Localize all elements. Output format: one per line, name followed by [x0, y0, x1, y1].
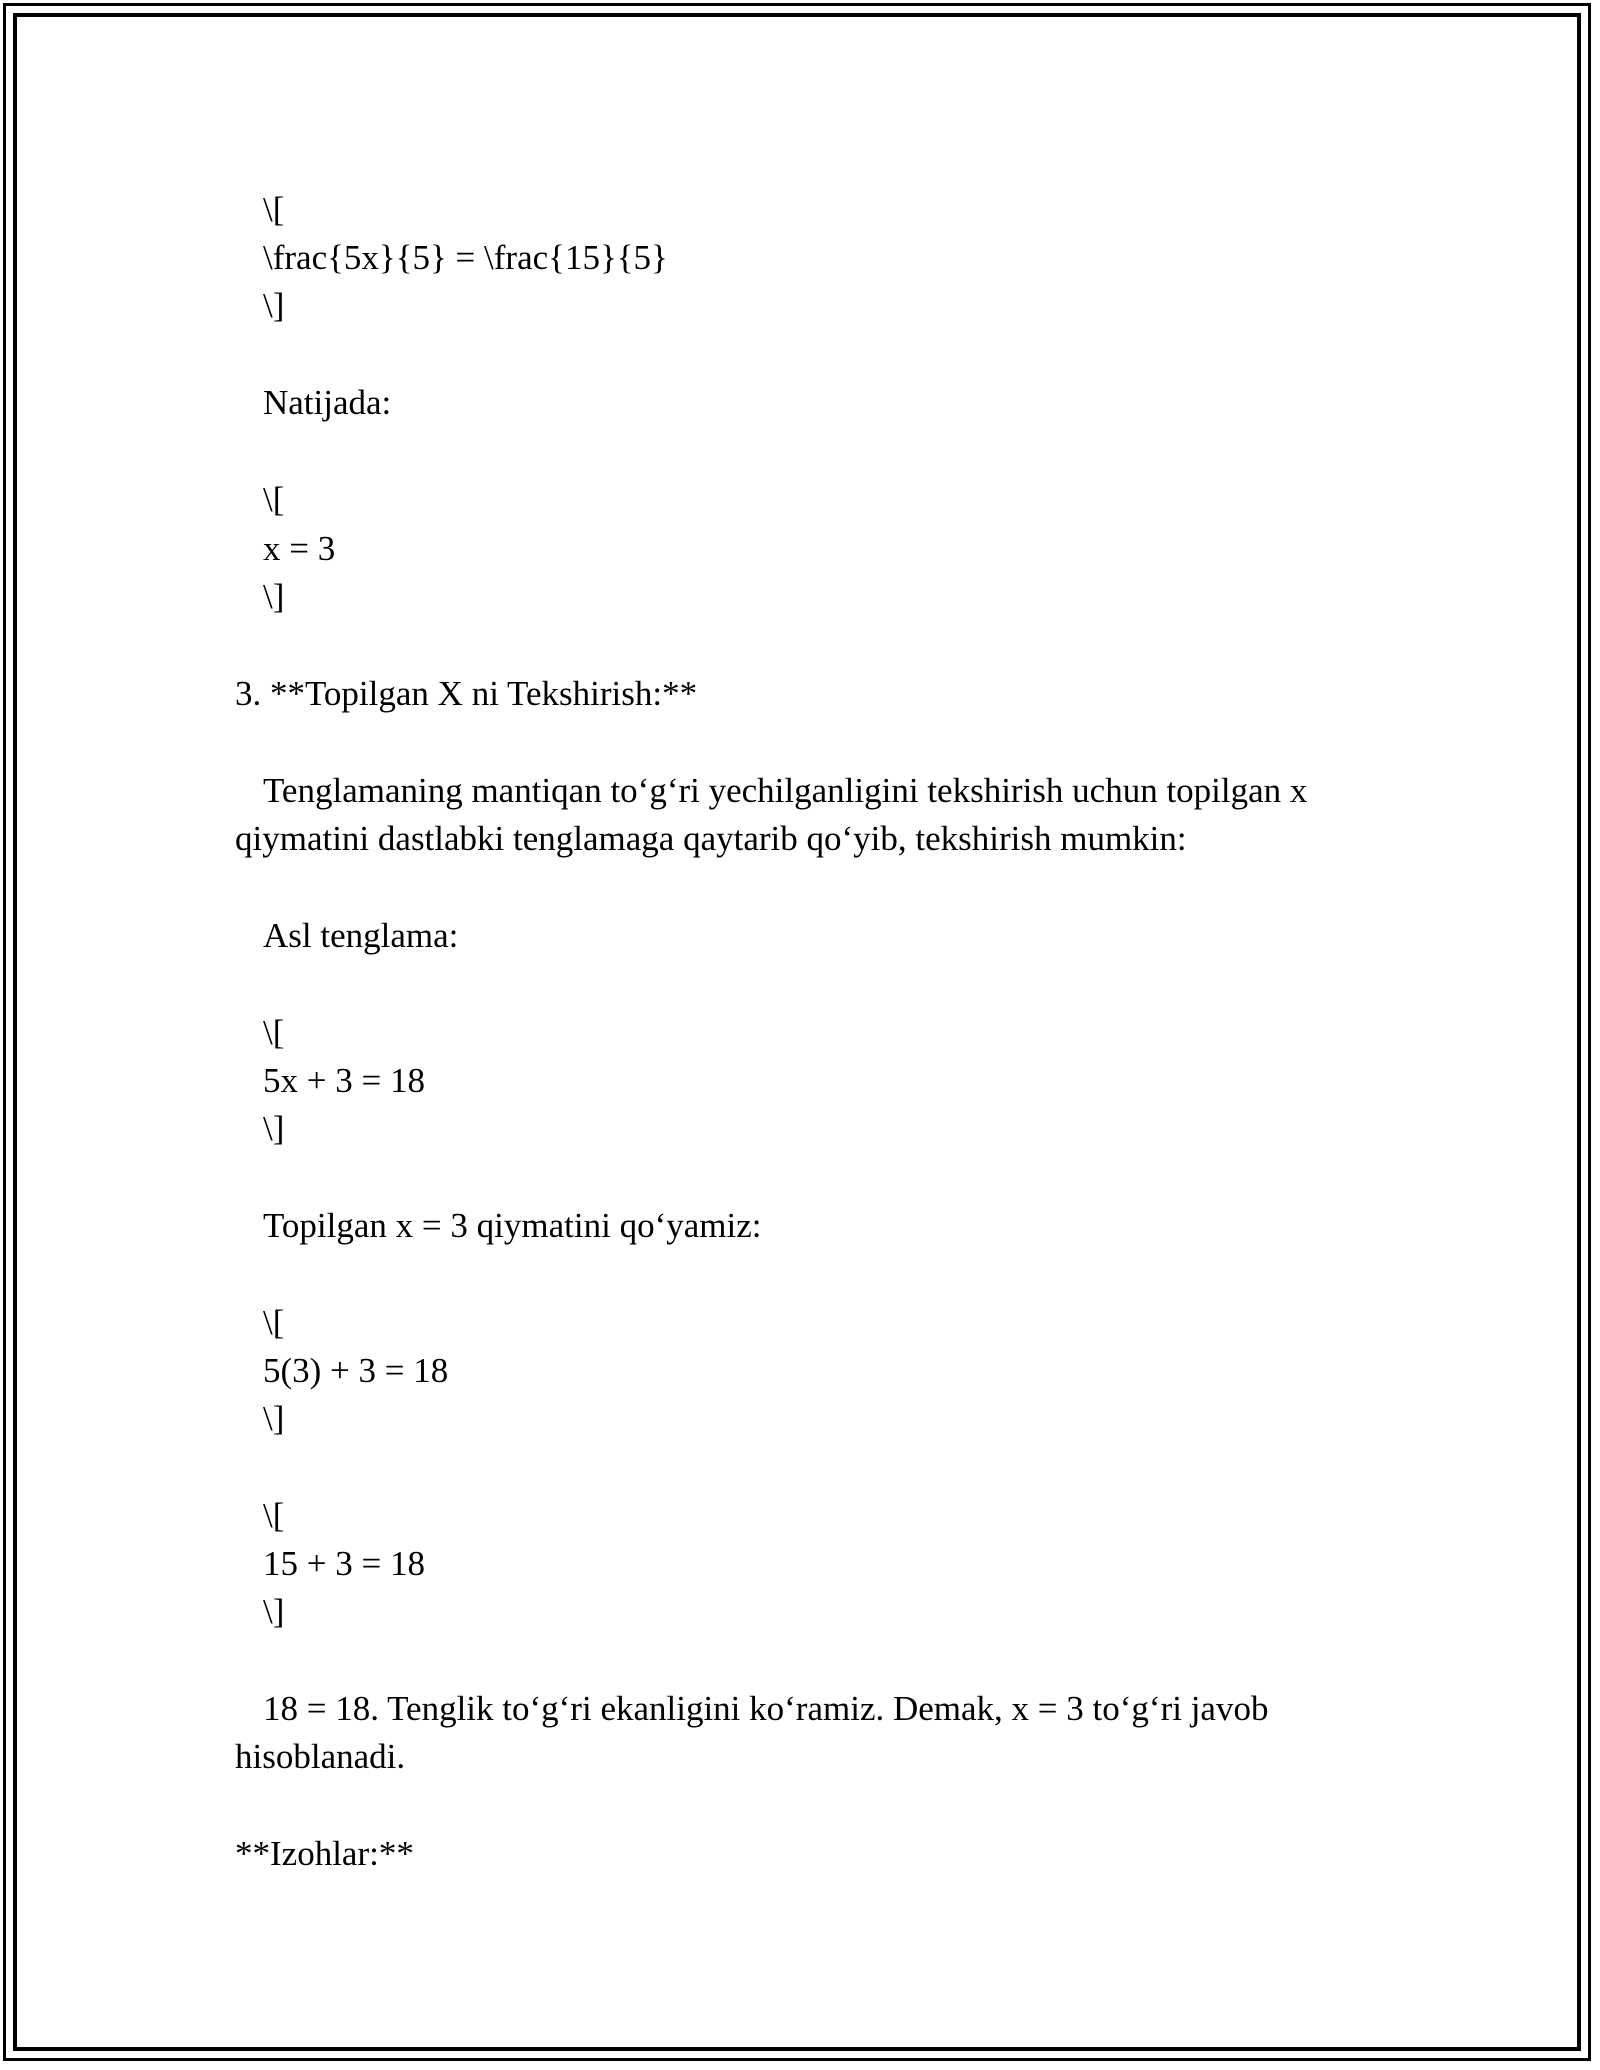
paragraph-line: Tenglamaning mantiqan to‘g‘ri yechilganligini tekshirish uchun topilgan x [263, 771, 1308, 810]
math-close-bracket: \] [263, 286, 285, 325]
section-heading: 3. **Topilgan X ni Tekshirish:** [235, 674, 698, 713]
math-line-sum: 15 + 3 = 18 [263, 1544, 425, 1583]
math-open-bracket: \[ [263, 1303, 285, 1342]
math-close-bracket: \] [263, 1592, 285, 1631]
math-close-bracket: \] [263, 1109, 285, 1148]
math-close-bracket: \] [263, 577, 285, 616]
math-open-bracket: \[ [263, 480, 285, 519]
math-line-x: x = 3 [263, 529, 336, 568]
original-equation-label: Asl tenglama: [263, 916, 459, 955]
math-line-equation: 5x + 3 = 18 [263, 1061, 425, 1100]
conclusion-line: hisoblanadi. [235, 1737, 406, 1776]
notes-heading: **Izohlar:** [235, 1834, 414, 1873]
math-line-frac: \frac{5x}{5} = \frac{15}{5} [263, 238, 668, 277]
conclusion-line: 18 = 18. Tenglik to‘g‘ri ekanligini ko‘ramiz. Demak, x = 3 to‘g‘ri javob [263, 1689, 1269, 1728]
substitution-label: Topilgan x = 3 qiymatini qo‘yamiz: [263, 1206, 762, 1245]
paragraph-line: qiymatini dastlabki tenglamaga qaytarib qo‘yib, tekshirish mumkin: [235, 819, 1187, 858]
math-open-bracket: \[ [263, 190, 285, 229]
math-close-bracket: \] [263, 1399, 285, 1438]
math-open-bracket: \[ [263, 1013, 285, 1052]
math-open-bracket: \[ [263, 1496, 285, 1535]
math-line-substituted: 5(3) + 3 = 18 [263, 1351, 449, 1390]
result-label: Natijada: [263, 383, 392, 422]
